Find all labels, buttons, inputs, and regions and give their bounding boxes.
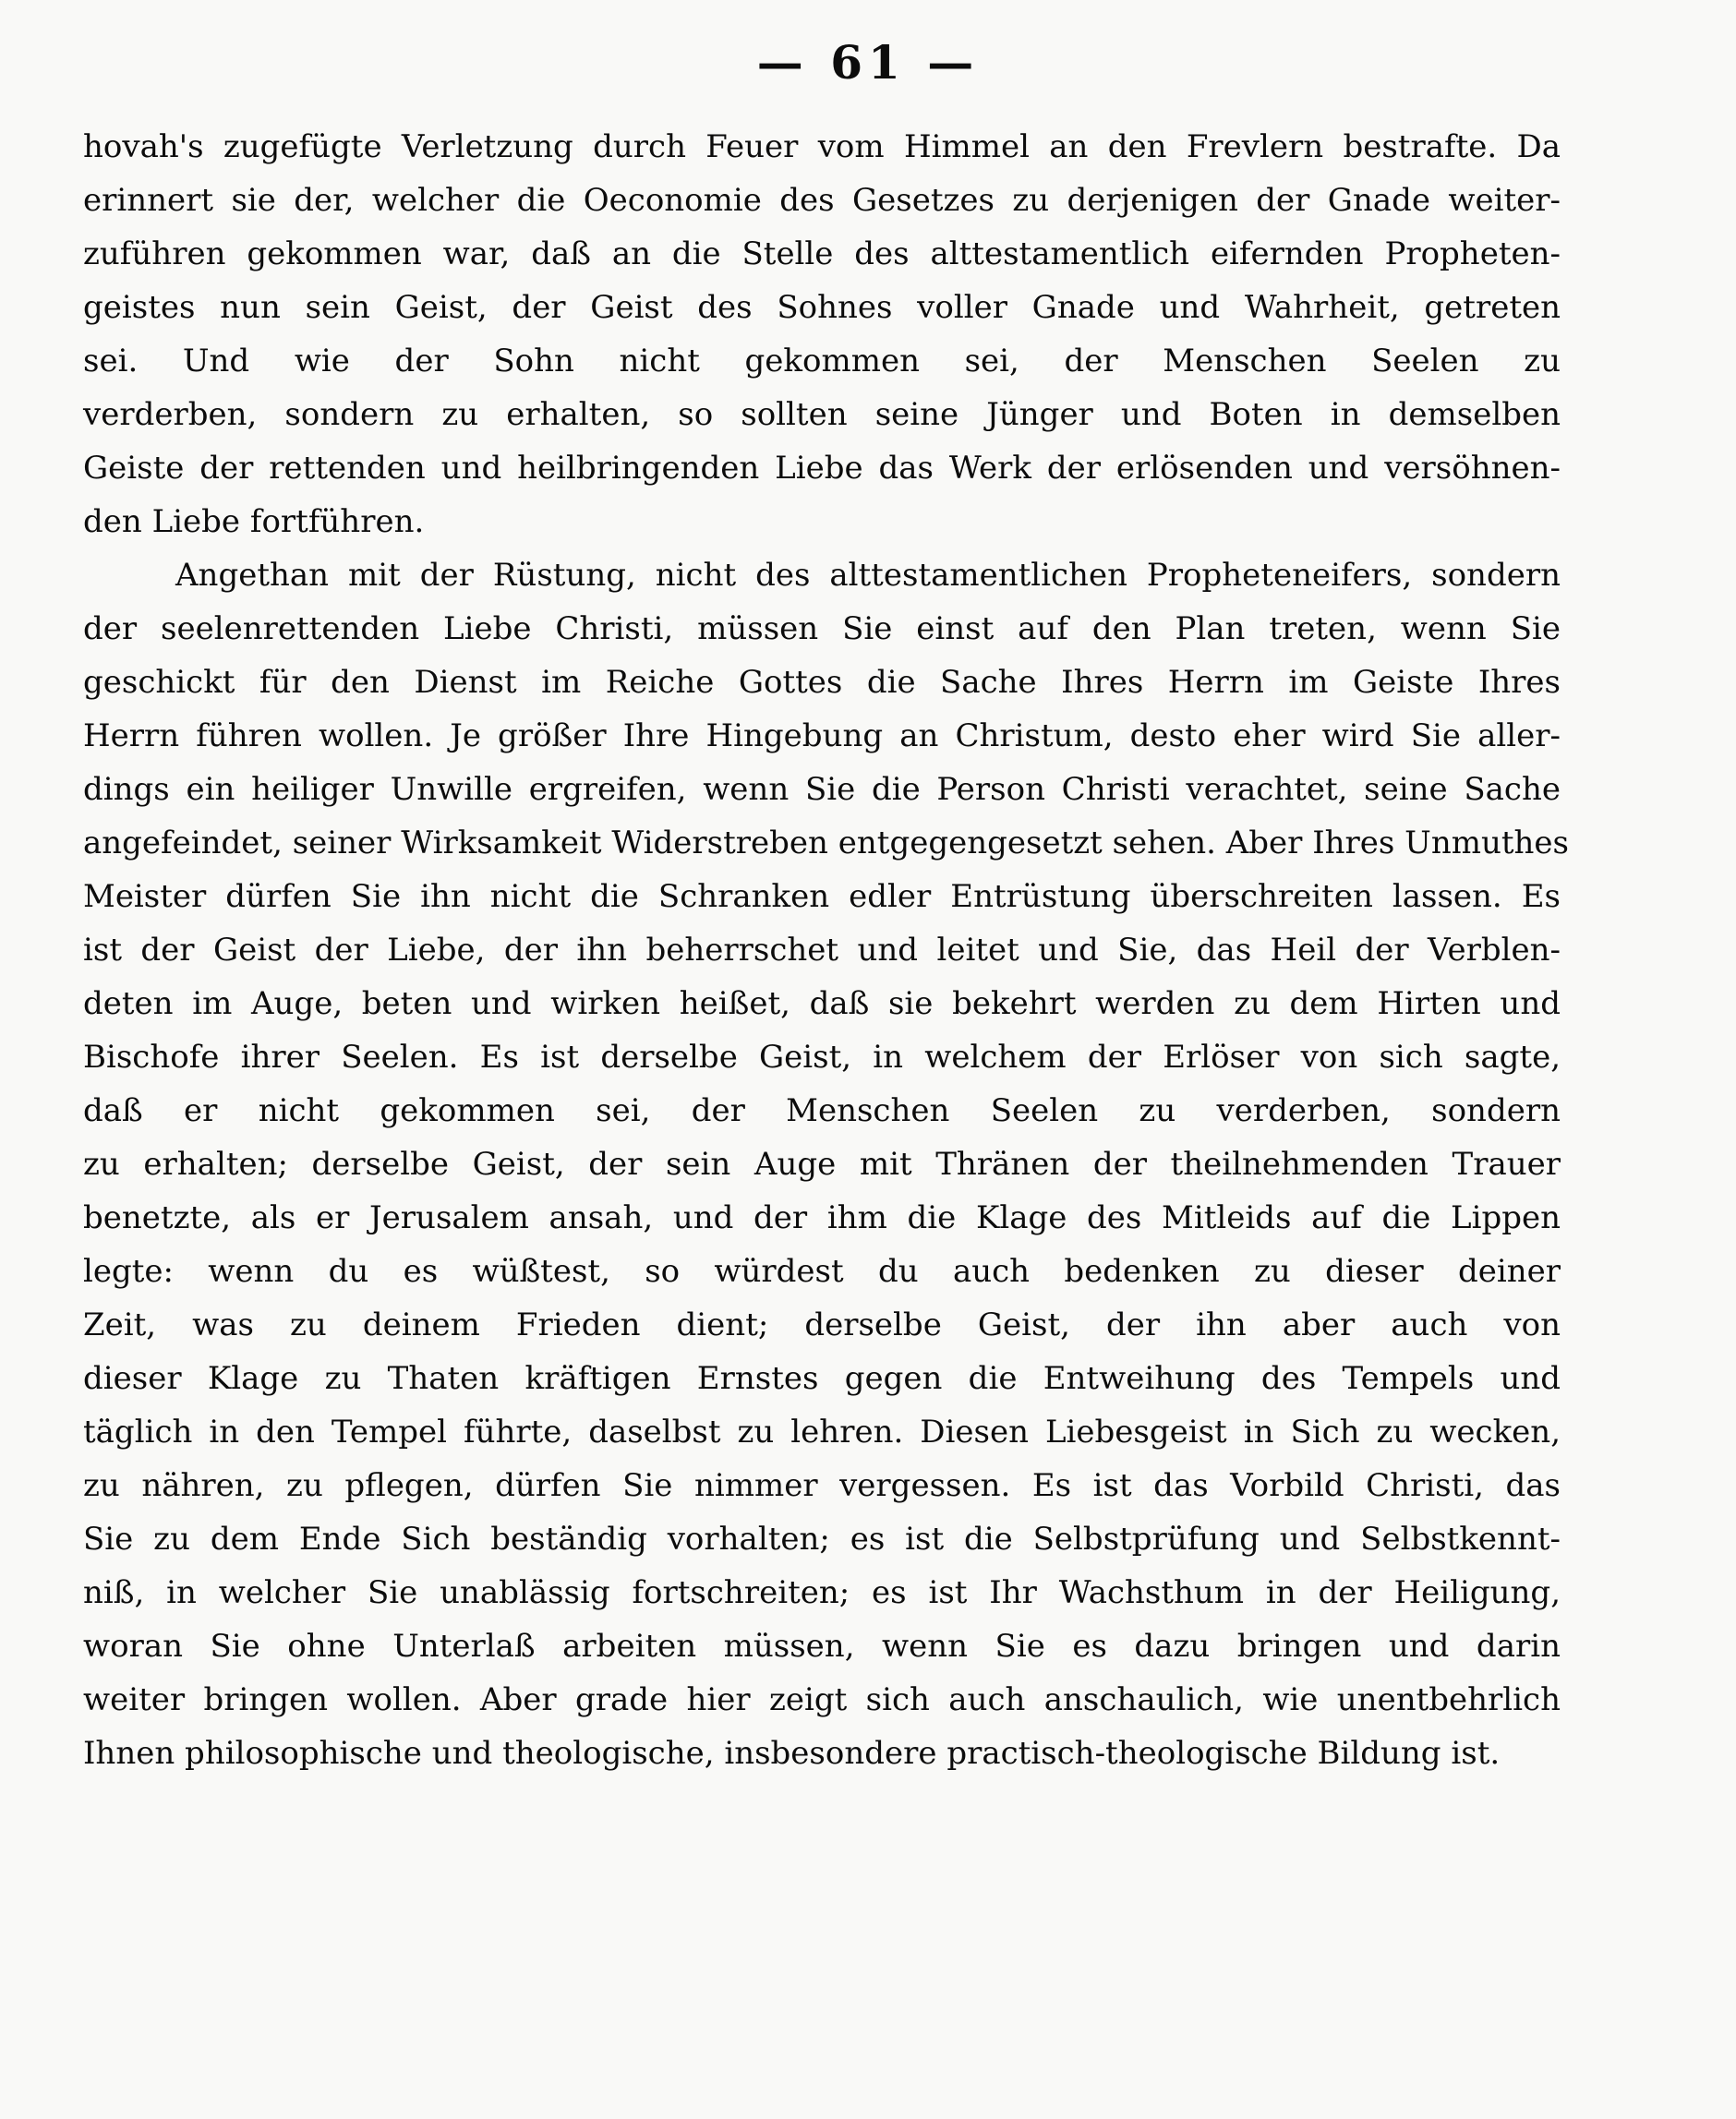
- text-line: sei. Und wie der Sohn nicht gekommen sei, der Menschen Seelen zu: [83, 343, 1561, 379]
- text-line: zuführen gekommen war, daß an die Stelle des alttestamentlich eifernden Propheten-: [83, 235, 1561, 272]
- text-line: zu nähren, zu pflegen, dürfen Sie nimmer vergessen. Es ist das Vorbild Christi, das: [83, 1467, 1561, 1504]
- text-line: dings ein heiliger Unwille ergreifen, wenn Sie die Person Christi verachtet, seine Sache: [83, 771, 1561, 808]
- text-line: Sie zu dem Ende Sich beständig vorhalten; es ist die Selbstprüfung und Selbstkennt-: [83, 1521, 1561, 1558]
- text-line: erinnert sie der, welcher die Oeconomie des Gesetzes zu derjenigen der Gnade weiter-: [83, 182, 1561, 219]
- text-line: den Liebe fortführen.: [83, 503, 425, 540]
- body-text: [83, 120, 1569, 1780]
- text-line: Meister dürfen Sie ihn nicht die Schranken edler Entrüstung überschreiten lassen. Es: [83, 878, 1561, 915]
- text-line: Herrn führen wollen. Je größer Ihre Hingebung an Christum, desto eher wird Sie aller-: [83, 717, 1561, 754]
- text-line: niß, in welcher Sie unablässig fortschreiten; es ist Ihr Wachsthum in der Heiligung,: [83, 1574, 1561, 1611]
- text-line: verderben, sondern zu erhalten, so sollten seine Jünger und Boten in demselben: [83, 396, 1561, 433]
- text-line: benetzte, als er Jerusalem ansah, und der ihm die Klage des Mitleids auf die Lippen: [83, 1199, 1561, 1236]
- text-line: daß er nicht gekommen sei, der Menschen Seelen zu verderben, sondern: [83, 1092, 1561, 1129]
- paragraph: [83, 548, 1569, 1780]
- text-line: dieser Klage zu Thaten kräftigen Ernstes gegen die Entweihung des Tempels und: [83, 1360, 1561, 1397]
- text-line: deten im Auge, beten und wirken heißet, daß sie bekehrt werden zu dem Hirten und: [83, 985, 1561, 1022]
- text-line: der seelenrettenden Liebe Christi, müssen Sie einst auf den Plan treten, wenn Sie: [83, 610, 1561, 647]
- text-line: täglich in den Tempel führte, daselbst zu lehren. Diesen Liebesgeist in Sich zu wecken,: [83, 1414, 1561, 1451]
- text-line: Zeit, was zu deinem Frieden dient; derselbe Geist, der ihn aber auch von: [83, 1306, 1561, 1343]
- text-line: geschickt für den Dienst im Reiche Gottes die Sache Ihres Herrn im Geiste Ihres: [83, 664, 1561, 701]
- text-line: Ihnen philosophische und theologische, insbesondere practisch-theologische Bildung ist.: [83, 1735, 1501, 1772]
- text-line: ist der Geist der Liebe, der ihn beherrschet und leitet und Sie, das Heil der Verblen-: [83, 932, 1561, 969]
- text-line: woran Sie ohne Unterlaß arbeiten müssen, wenn Sie es dazu bringen und darin: [83, 1628, 1561, 1665]
- text-line: angefeindet, seiner Wirksamkeit Widerstreben entgegengesetzt sehen. Aber Ihres Unmuthes: [83, 825, 1569, 861]
- text-line: Geiste der rettenden und heilbringenden Liebe das Werk der erlösenden und versöhnen-: [83, 450, 1561, 487]
- text-line: Bischofe ihrer Seelen. Es ist derselbe Geist, in welchem der Erlöser von sich sagte,: [83, 1039, 1561, 1076]
- text-line: zu erhalten; derselbe Geist, der sein Auge mit Thränen der theilnehmenden Trauer: [83, 1146, 1561, 1183]
- text-line: legte: wenn du es wüßtest, so würdest du auch bedenken zu dieser deiner: [83, 1253, 1561, 1290]
- paragraph: [83, 120, 1561, 548]
- text-line: geistes nun sein Geist, der Geist des Sohnes voller Gnade und Wahrheit, getreten: [83, 289, 1561, 326]
- page-number: — 61 —: [756, 35, 980, 90]
- text-line: Angethan mit der Rüstung, nicht des alttestamentlichen Propheteneifers, sondern: [175, 557, 1561, 594]
- text-line: weiter bringen wollen. Aber grade hier zeigt sich auch anschaulich, wie unentbehrlich: [83, 1681, 1561, 1718]
- text-line: hovah's zugefügte Verletzung durch Feuer vom Himmel an den Frevlern bestrafte. Da: [83, 128, 1561, 165]
